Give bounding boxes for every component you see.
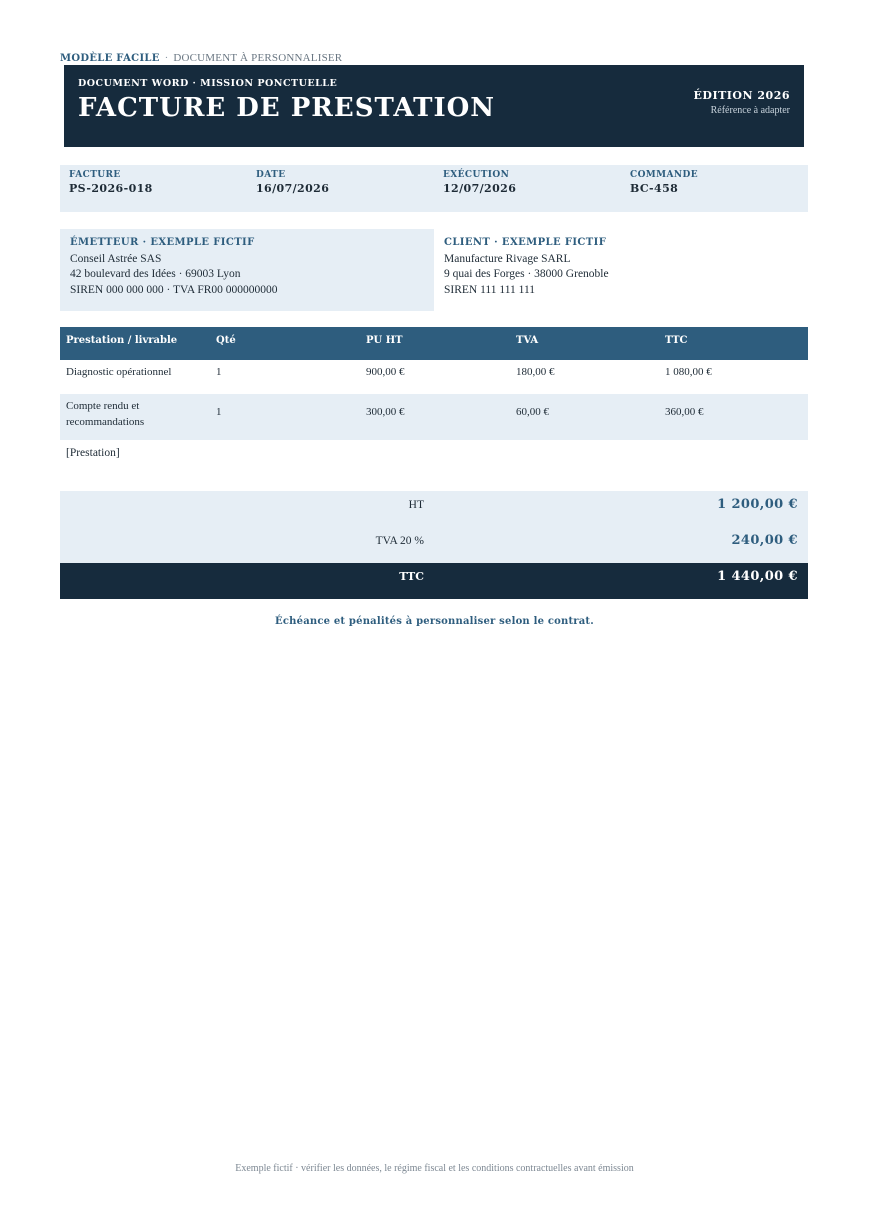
total-row-ttc [60, 563, 808, 599]
column-header: TTC [665, 335, 688, 346]
reference-label: Référence à adapter [710, 105, 790, 116]
total-label: TTC [399, 570, 424, 583]
brand-tagline: DOCUMENT À PERSONNALISER [173, 52, 343, 64]
brand-separator: · [164, 52, 169, 64]
total-value: 1 440,00 € [717, 569, 798, 584]
brand-line [60, 52, 342, 65]
table-cell: Compte rendu et recommandations [66, 400, 145, 428]
edition-label: ÉDITION 2026 [693, 89, 790, 102]
client-name: Manufacture Rivage SARL [444, 252, 571, 265]
header-subtitle: DOCUMENT WORD · MISSION PONCTUELLE [78, 78, 338, 89]
table-cell: 1 080,00 € [665, 366, 712, 378]
client-title: CLIENT · EXEMPLE FICTIF [444, 237, 607, 248]
meta-label: COMMANDE [630, 170, 699, 180]
invoice-header [64, 65, 804, 147]
brand-name: MODÈLE FACILE [60, 53, 160, 64]
invoice-number: PS-2026-018 [69, 182, 153, 195]
total-value: 240,00 € [731, 533, 798, 548]
total-label: HT [408, 499, 424, 511]
table-cell: 180,00 € [516, 366, 555, 378]
table-cell: 300,00 € [366, 406, 405, 418]
emitter-title: ÉMETTEUR · EXEMPLE FICTIF [70, 237, 255, 248]
table-header [60, 327, 808, 360]
table-cell: 900,00 € [366, 366, 405, 378]
client-ids: SIREN 111 111 111 [444, 283, 536, 296]
client-address: 9 quai des Forges · 38000 Grenoble [444, 268, 609, 280]
payment-note: Échéance et pénalités à personnaliser selon le contrat. [275, 616, 594, 627]
column-header: Qté [216, 335, 236, 346]
total-row-ht [60, 491, 808, 527]
invoice-meta [60, 165, 808, 212]
page-title: FACTURE DE PRESTATION [78, 93, 496, 123]
invoice-date: 16/07/2026 [256, 182, 330, 195]
total-value: 1 200,00 € [717, 497, 798, 512]
execution-date: 12/07/2026 [443, 182, 517, 195]
meta-date [256, 170, 436, 195]
table-cell: 1 [216, 406, 222, 418]
emitter-address: 42 boulevard des Idées · 69003 Lyon [70, 268, 241, 280]
emitter-name: Conseil Astrée SAS [70, 252, 162, 265]
table-row [60, 360, 808, 394]
order-number: BC-458 [630, 182, 679, 195]
table-cell: 360,00 € [665, 406, 704, 418]
table-cell: Diagnostic opérationnel [66, 366, 172, 378]
column-header: PU HT [366, 335, 403, 346]
client-block [434, 229, 808, 311]
total-row-vat [60, 527, 808, 563]
total-label: TVA 20 % [375, 535, 424, 547]
footer-disclaimer: Exemple fictif · vérifier les données, le régime fiscal et les conditions contractuelles avant émission [235, 1163, 634, 1174]
meta-invoice [69, 170, 249, 195]
table-cell: 1 [216, 366, 222, 378]
table-row [60, 394, 808, 440]
emitter-block [60, 229, 434, 311]
emitter-ids: SIREN 000 000 000 · TVA FR00 000000000 [70, 283, 278, 296]
meta-label: EXÉCUTION [443, 170, 510, 180]
meta-execution [443, 170, 623, 195]
column-header: Prestation / livrable [66, 335, 178, 346]
column-header: TVA [516, 335, 539, 346]
meta-label: FACTURE [69, 170, 121, 180]
service-placeholder: [Prestation] [66, 447, 120, 459]
meta-order [630, 170, 810, 195]
meta-label: DATE [256, 170, 286, 180]
table-cell: 60,00 € [516, 406, 549, 418]
services-table [60, 327, 808, 440]
totals-block [60, 491, 808, 599]
